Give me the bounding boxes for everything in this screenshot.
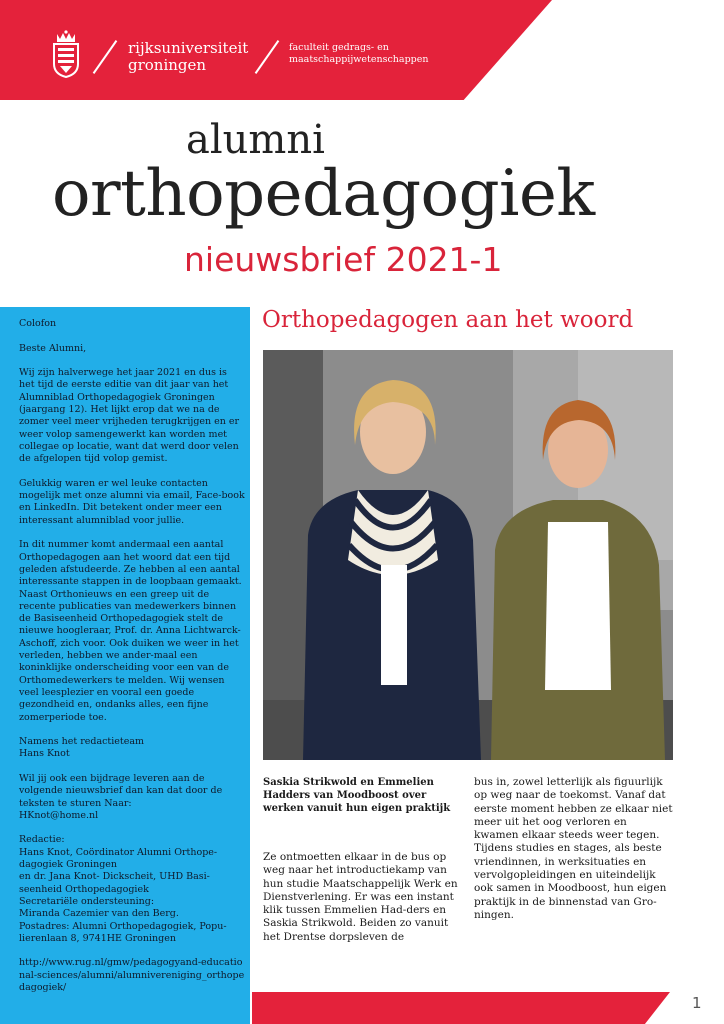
- signature-team: Namens het redactieteam: [19, 736, 145, 748]
- signature-name: Hans Knot: [19, 748, 70, 760]
- contribute-text: Wil jij ook een bijdrage leveren aan de volgende nieuwsbrief dan kan dat door de teksten te sturen Naar:: [19, 772, 223, 809]
- footer-band: [252, 992, 670, 1024]
- faculty-name-line2: maatschappijwetenschappen: [289, 54, 429, 65]
- contact-email[interactable]: HKnot@home.nl: [19, 809, 99, 821]
- secretariat-name: Miranda Cazemier van den Berg.: [19, 908, 179, 920]
- intro-paragraph-3: In dit nummer komt andermaal een aantal Orthopedagogen aan het woord dat een tijd geleden afstudeerde. Ze hebben al een aantal interessante stappen in de loopbaan gemaakt. Naast Orthonieuws en een greep uit de recente publicaties van medewerkers binnen de Basiseenheid Orthopedagogiek stelt de nieuwe hoogleraar, Prof. dr. Anna Lichtwarck-Aschoff, zich voor. Ook duiken we weer in het verleden, hebben we ander-maal een koninklijke onderscheiding voor een van de Orthomedewerkers te melden. Wij wensen veel leesplezier en vooral een goede gezondheid en, ondanks alles, een fijne zomerperiode toe.: [19, 539, 242, 723]
- editor-2: en dr. Jana Knot- Dickscheit, UHD Basi-seenheid Orthopedagogiek: [19, 871, 210, 895]
- article-heading: Orthopedagogen aan het woord: [262, 307, 634, 333]
- article-column-1: Ze ontmoetten elkaar in de bus op weg naar het introductiekamp van hun studie Maatschappelijk Werk en Dienstverlening. Er was een instant klik tussen Emmelien Had-ders en Saskia Strikwold. Beiden zo vanuit het Drentse dorpsleven de: [263, 851, 458, 943]
- signature: [19, 736, 245, 761]
- website-url[interactable]: http://www.rug.nl/gmw/pedagogyand-educational-sciences/alumni/alumnivereniging_orthopedagogiek/: [19, 957, 245, 994]
- page-number: 1: [692, 994, 702, 1012]
- intro-paragraph-2: Gelukkig waren er wel leuke contacten mogelijk met onze alumni via email, Face-book en LinkedIn. Dit betekent onder meer een interessant alumniblad voor jullie.: [19, 477, 245, 526]
- article-column-2: bus in, zowel letterlijk als figuurlijk op weg naar de toekomst. Vanaf dat eerste moment hebben ze elkaar niet meer uit het oog verloren en kwamen elkaar steeds weer tegen. Tijdens studies en stages, als beste vriendinnen, in werksituaties en vervolgopleidingen en uiteindelijk ook samen in Moodboost, hun eigen praktijk in de binnenstad van Gro-ningen.: [474, 776, 673, 921]
- secretariat-label: Secretariële ondersteuning:: [19, 895, 155, 907]
- faculty-name-line1: faculteit gedrags- en: [289, 42, 389, 53]
- two-women-portrait-icon: [263, 350, 673, 760]
- masthead-issue: nieuwsbrief 2021-1: [184, 240, 503, 279]
- colofon-label: Colofon: [19, 318, 57, 329]
- masthead-title: orthopedagogiek: [52, 157, 595, 231]
- editor-1: Hans Knot, Coördinator Alumni Orthope-dagogiek Groningen: [19, 846, 218, 871]
- photo-caption: Saskia Strikwold en Emmelien Hadders van Moodboost over werken vanuit hun eigen praktijk: [263, 777, 451, 815]
- greeting: Beste Alumni,: [19, 342, 87, 354]
- editorial-info: [19, 834, 245, 945]
- university-crest-icon: [50, 30, 82, 78]
- postal-address: Postadres: Alumni Orthopedagogiek, Popu-lierenlaan 8, 9741HE Groningen: [19, 920, 227, 944]
- masthead-alumni: alumni: [186, 117, 325, 163]
- editorial-label: Redactie:: [19, 834, 65, 846]
- university-name: [128, 40, 248, 74]
- article-photo: [263, 350, 673, 760]
- university-name-line2: groningen: [128, 56, 207, 74]
- sidebar-text: [19, 318, 245, 1007]
- faculty-name: [289, 42, 428, 66]
- university-name-line1: rijksuniversiteit: [128, 39, 249, 57]
- contribute-note: [19, 773, 245, 822]
- intro-paragraph-1: Wij zijn halverwege het jaar 2021 en dus is het tijd de eerste editie van dit jaar van het Alumniblad Orthopedagogiek Groningen (jaargang 12). Het lijkt erop dat we na de zomer veel meer vrijheden terugkrijgen en er weer volop samengewerkt kan worden met collegae op locatie, want dat werd door velen de afgelopen tijd volop gemist.: [19, 367, 240, 465]
- header-banner: [0, 0, 552, 100]
